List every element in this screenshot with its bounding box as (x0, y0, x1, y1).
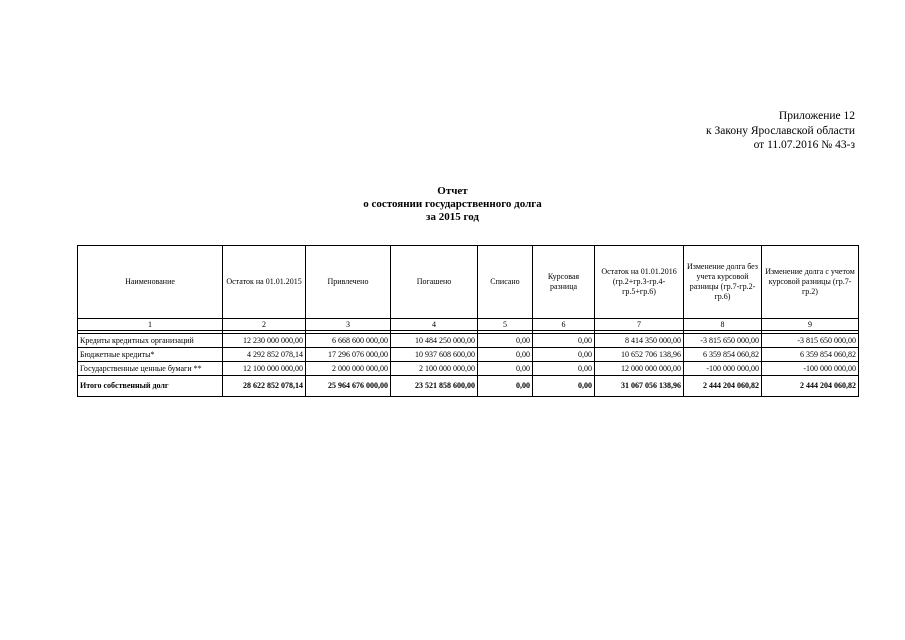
column-number: 3 (306, 319, 391, 331)
total-cell: 2 444 204 060,82 (762, 376, 859, 397)
appendix-law: к Закону Ярославской области (706, 124, 855, 137)
column-number: 6 (533, 319, 595, 331)
header-cell: Курсовая разница (533, 246, 595, 319)
table-cell: -3 815 650 000,00 (762, 334, 859, 348)
header-cell: Погашено (391, 246, 478, 319)
total-cell: 2 444 204 060,82 (684, 376, 762, 397)
header-cell: Изменение долга с учетом курсовой разницы (гр.7-гр.2) (762, 246, 859, 319)
table-cell: 4 292 852 078,14 (223, 348, 306, 362)
table-cell: 12 230 000 000,00 (223, 334, 306, 348)
report-title (0, 185, 905, 224)
table-cell: 6 359 854 060,82 (684, 348, 762, 362)
header-cell: Остаток на 01.01.2016 (гр.2+гр.3-гр.4-гр.5+гр.6) (595, 246, 684, 319)
table-cell: -100 000 000,00 (684, 362, 762, 376)
table-row (78, 348, 859, 362)
table-cell: -3 815 650 000,00 (684, 334, 762, 348)
table-cell: 0,00 (533, 362, 595, 376)
column-number: 1 (78, 319, 223, 331)
appendix-header (706, 109, 855, 153)
total-cell: 23 521 858 600,00 (391, 376, 478, 397)
column-number-row (78, 319, 859, 331)
appendix-number: Приложение 12 (778, 110, 855, 122)
header-cell: Изменение долга без учета курсовой разницы (гр.7-гр.2-гр.6) (684, 246, 762, 319)
table-cell: 0,00 (533, 334, 595, 348)
title-line-2: о состоянии государственного долга (363, 198, 542, 210)
total-cell: 31 067 056 138,96 (595, 376, 684, 397)
title-line-3: за 2015 год (426, 211, 479, 223)
row-name: Кредиты кредитных организаций (78, 334, 223, 348)
column-number: 5 (478, 319, 533, 331)
table-cell: 2 100 000 000,00 (391, 362, 478, 376)
header-cell: Списано (478, 246, 533, 319)
table-row (78, 362, 859, 376)
table-cell: 2 000 000 000,00 (306, 362, 391, 376)
column-number: 2 (223, 319, 306, 331)
row-name: Бюджетные кредиты* (78, 348, 223, 362)
table-cell: 12 000 000 000,00 (595, 362, 684, 376)
table-cell: 10 484 250 000,00 (391, 334, 478, 348)
column-number: 7 (595, 319, 684, 331)
row-name: Государственные ценные бумаги ** (78, 362, 223, 376)
total-cell: 25 964 676 000,00 (306, 376, 391, 397)
table-cell: 0,00 (478, 362, 533, 376)
appendix-date: от 11.07.2016 № 43-з (753, 139, 855, 151)
table-cell: 0,00 (478, 348, 533, 362)
total-label: Итого собственный долг (78, 376, 223, 397)
table-cell: 10 652 706 138,96 (595, 348, 684, 362)
table-cell: 6 668 600 000,00 (306, 334, 391, 348)
title-line-1: Отчет (437, 185, 468, 197)
column-number: 4 (391, 319, 478, 331)
total-row (78, 376, 859, 397)
column-number: 9 (762, 319, 859, 331)
debt-report-table (77, 245, 859, 397)
table-cell: 6 359 854 060,82 (762, 348, 859, 362)
header-cell: Остаток на 01.01.2015 (223, 246, 306, 319)
total-cell: 0,00 (533, 376, 595, 397)
table-cell: 10 937 608 600,00 (391, 348, 478, 362)
table-cell: 8 414 350 000,00 (595, 334, 684, 348)
table-cell: 12 100 000 000,00 (223, 362, 306, 376)
header-cell: Привлечено (306, 246, 391, 319)
table-cell: 17 296 076 000,00 (306, 348, 391, 362)
table-row (78, 334, 859, 348)
column-number: 8 (684, 319, 762, 331)
table-cell: -100 000 000,00 (762, 362, 859, 376)
table-cell: 0,00 (533, 348, 595, 362)
table-cell: 0,00 (478, 334, 533, 348)
header-cell: Наименование (78, 246, 223, 319)
total-cell: 0,00 (478, 376, 533, 397)
total-cell: 28 622 852 078,14 (223, 376, 306, 397)
header-row (78, 246, 859, 319)
